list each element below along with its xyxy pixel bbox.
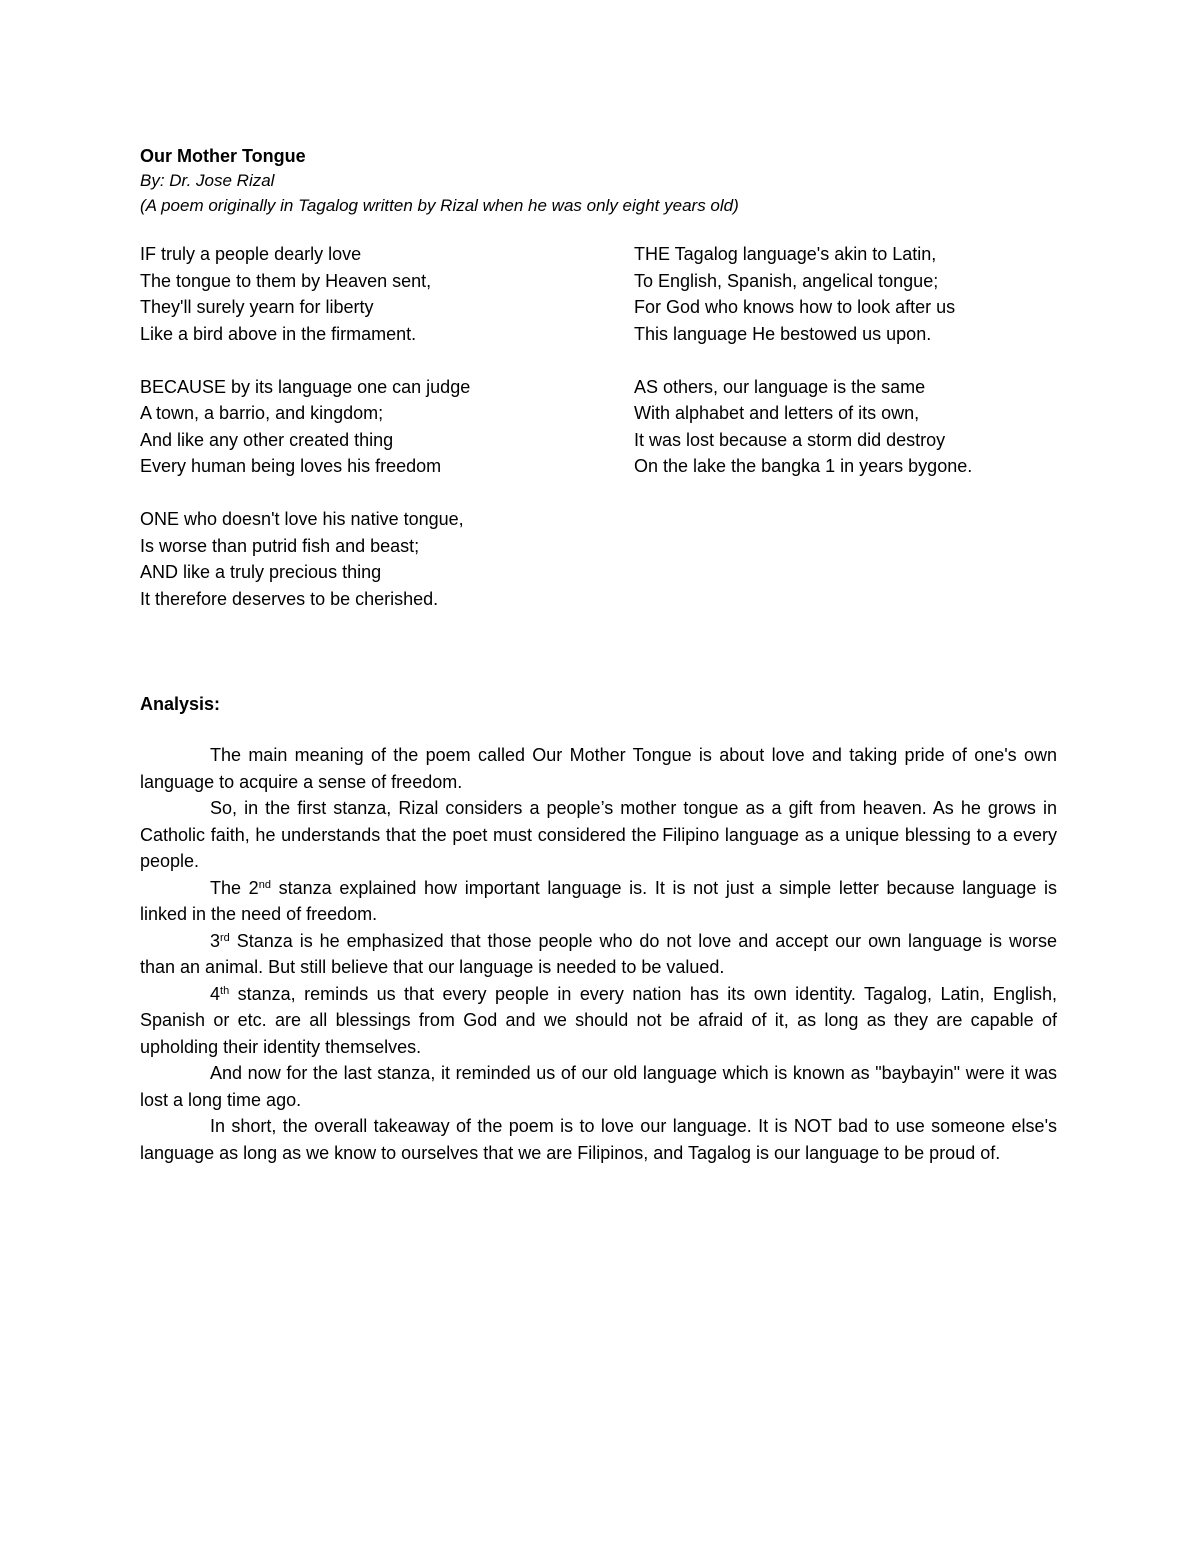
analysis-paragraph-7: In short, the overall takeaway of the poem is to love our language. It is NOT bad to use someone else's language as long as we know to ourselves that we are Filipinos, and Tagalog is our language to be proud of. [140,1116,1057,1163]
stanza-1 [140,241,610,347]
stanza-5 [634,374,1104,480]
analysis-body [140,742,1057,1166]
poem-line: And like any other created thing [140,429,394,450]
poem-line: A town, a barrio, and kingdom; [140,403,384,423]
poem-line: ONE who doesn't love his native tongue, [140,509,464,529]
poem-line: Is worse than putrid fish and beast; [140,535,420,556]
poem-line: BECAUSE by its language one can judge [140,376,471,397]
stanza-number: 3 [210,930,221,951]
stanza-number: The 2 [210,877,259,898]
poem-line: AND like a truly precious thing [140,562,382,582]
paragraph-text: stanza explained how important language is. It is not just a simple letter because language is linked in the need of freedom. [140,877,1057,924]
poem-left-column [140,241,610,639]
poem-line: THE Tagalog language's akin to Latin, [634,244,937,264]
analysis-heading: Analysis: [140,694,221,714]
stanza-number: 4 [210,983,221,1004]
analysis-paragraph-3 [140,875,1057,928]
analysis-paragraph-4 [140,928,1057,981]
analysis-paragraph-6: And now for the last stanza, it reminded us of our old language which is known as "baybayin" were it was lost a long time ago. [140,1063,1057,1110]
analysis-paragraph-5 [140,981,1057,1061]
stanza-3 [140,506,610,612]
poem-line: It therefore deserves to be cherished. [140,588,439,609]
poem-line: This language He bestowed us upon. [634,323,932,344]
poem-line: With alphabet and letters of its own, [634,403,920,423]
analysis-paragraph-2: So, in the first stanza, Rizal considers a people’s mother tongue as a gift from heaven. As he grows in Catholic faith, he understands that the poet must considered the Filipino language as a unique blessing to a every people. [140,798,1057,871]
paragraph-text: Stanza is he emphasized that those people who do not love and accept our own language is worse than an animal. But still believe that our language is needed to be valued. [140,930,1057,977]
ordinal-suffix: th [220,984,230,997]
ordinal-suffix: nd [258,878,271,891]
stanza-2 [140,374,610,480]
poem-title: Our Mother Tongue [140,146,306,166]
poem-subtitle: (A poem originally in Tagalog written by Rizal when he was only eight years old) [140,196,739,215]
ordinal-suffix: rd [220,931,230,944]
analysis-paragraph-1: The main meaning of the poem called Our Mother Tongue is about love and taking pride of one's own language to acquire a sense of freedom. [140,745,1057,792]
poem-line: For God who knows how to look after us [634,297,956,317]
poem-line: Every human being loves his freedom [140,456,442,476]
poem-line: On the lake the bangka 1 in years bygone. [634,456,973,476]
poem-line: The tongue to them by Heaven sent, [140,270,432,291]
poem-line: AS others, our language is the same [634,376,926,397]
poem-line: IF truly a people dearly love [140,244,362,264]
poem-line: To English, Spanish, angelical tongue; [634,270,939,291]
poem-line: It was lost because a storm did destroy [634,429,946,450]
stanza-4 [634,241,1104,347]
poem-author: By: Dr. Jose Rizal [140,171,275,190]
poem-line: Like a bird above in the firmament. [140,323,417,344]
poem-line: They'll surely yearn for liberty [140,297,374,317]
poem-right-column [634,241,1104,506]
paragraph-text: stanza, reminds us that every people in every nation has its own identity. Tagalog, Latin, English, Spanish or etc. are all blessings from God and we should not be afraid of it, as long as they are capable of upholding their identity themselves. [140,983,1057,1057]
